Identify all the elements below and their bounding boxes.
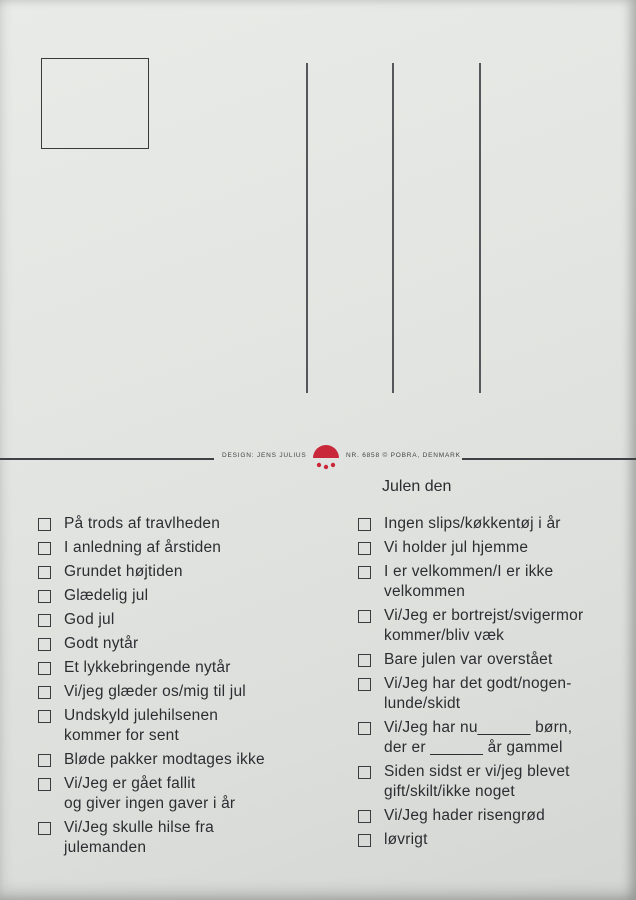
left-item	[38, 658, 313, 678]
right-item	[358, 606, 618, 646]
left-item	[38, 682, 313, 702]
left-item	[38, 774, 313, 814]
checkbox[interactable]	[38, 566, 51, 579]
left-item-label: Godt nytår	[64, 635, 139, 652]
right-item	[358, 762, 618, 802]
left-item	[38, 706, 313, 746]
right-item-label: Vi/Jeg hader risengrød	[384, 807, 545, 824]
right-item	[358, 674, 618, 714]
address-line-2	[392, 63, 394, 393]
checkbox[interactable]	[38, 778, 51, 791]
left-item	[38, 514, 313, 534]
right-item	[358, 514, 618, 534]
right-item-label: løvrigt	[384, 831, 428, 848]
checkbox[interactable]	[358, 766, 371, 779]
left-item	[38, 538, 313, 558]
checklist-left	[38, 514, 313, 862]
left-item-label: Vi/jeg glæder os/mig til jul	[64, 683, 246, 700]
right-item	[358, 830, 618, 850]
checkbox[interactable]	[358, 610, 371, 623]
left-item-label: Grundet højtiden	[64, 563, 183, 580]
checkbox[interactable]	[358, 722, 371, 735]
divider-right	[462, 458, 636, 460]
right-item	[358, 562, 618, 602]
left-item-label: Vi/Jeg er gået fallit og giver ingen gaver i år	[64, 775, 236, 812]
left-item	[38, 634, 313, 654]
right-item-label: Vi holder jul hjemme	[384, 539, 529, 556]
stamp-box	[41, 58, 149, 149]
catalog-number: NR. 6858 © POBRA, DENMARK	[346, 452, 461, 459]
right-item	[358, 718, 618, 758]
checkbox[interactable]	[38, 754, 51, 767]
checkbox[interactable]	[358, 518, 371, 531]
checkbox[interactable]	[358, 810, 371, 823]
left-item-label: God jul	[64, 611, 115, 628]
right-item-label: I er velkommen/I er ikke velkommen	[384, 563, 554, 600]
checkbox[interactable]	[38, 662, 51, 675]
left-item-label: I anledning af årstiden	[64, 539, 222, 556]
left-item-label: Glædelig jul	[64, 587, 149, 604]
address-line-3	[479, 63, 481, 393]
checkbox[interactable]	[358, 566, 371, 579]
checklist-right	[358, 514, 618, 854]
checkbox[interactable]	[38, 518, 51, 531]
left-item-label: Et lykkebringende nytår	[64, 659, 231, 676]
divider-left	[0, 458, 214, 460]
right-item-label: Ingen slips/køkkentøj i år	[384, 515, 561, 532]
right-item-label: Vi/Jeg er bortrejst/svigermor kommer/bliv væk	[384, 607, 584, 644]
checkbox[interactable]	[38, 614, 51, 627]
checkbox[interactable]	[38, 822, 51, 835]
left-item	[38, 562, 313, 582]
checkbox[interactable]	[38, 686, 51, 699]
left-item	[38, 818, 313, 858]
design-credit: DESIGN: JENS JULIUS	[222, 452, 307, 459]
left-item	[38, 610, 313, 630]
address-line-1	[306, 63, 308, 393]
left-item-label: Bløde pakker modtages ikke	[64, 751, 265, 768]
right-item	[358, 806, 618, 826]
left-item-label: Vi/Jeg skulle hilse fra julemanden	[64, 819, 214, 856]
checkbox[interactable]	[38, 638, 51, 651]
left-item	[38, 750, 313, 770]
right-item-label: Bare julen var overstået	[384, 651, 553, 668]
checkbox[interactable]	[38, 542, 51, 555]
left-item-label: Undskyld julehilsenen kommer for sent	[64, 707, 219, 744]
right-item-label: Siden sidst er vi/jeg blevet gift/skilt/ikke noget	[384, 763, 570, 800]
checkbox[interactable]	[358, 834, 371, 847]
right-item	[358, 538, 618, 558]
left-item	[38, 586, 313, 606]
checkbox[interactable]	[358, 542, 371, 555]
checkbox[interactable]	[38, 590, 51, 603]
date-line-label: Julen den	[382, 478, 452, 495]
right-item-label: Vi/Jeg har det godt/nogen- lunde/skidt	[384, 675, 572, 712]
checkbox[interactable]	[358, 678, 371, 691]
checkbox[interactable]	[358, 654, 371, 667]
left-item-label: På trods af travlheden	[64, 515, 221, 532]
right-item-label: Vi/Jeg har nu______ børn, der er ______ år gammel	[384, 719, 573, 756]
santa-logo-icon	[311, 443, 341, 473]
checkbox[interactable]	[38, 710, 51, 723]
right-item	[358, 650, 618, 670]
